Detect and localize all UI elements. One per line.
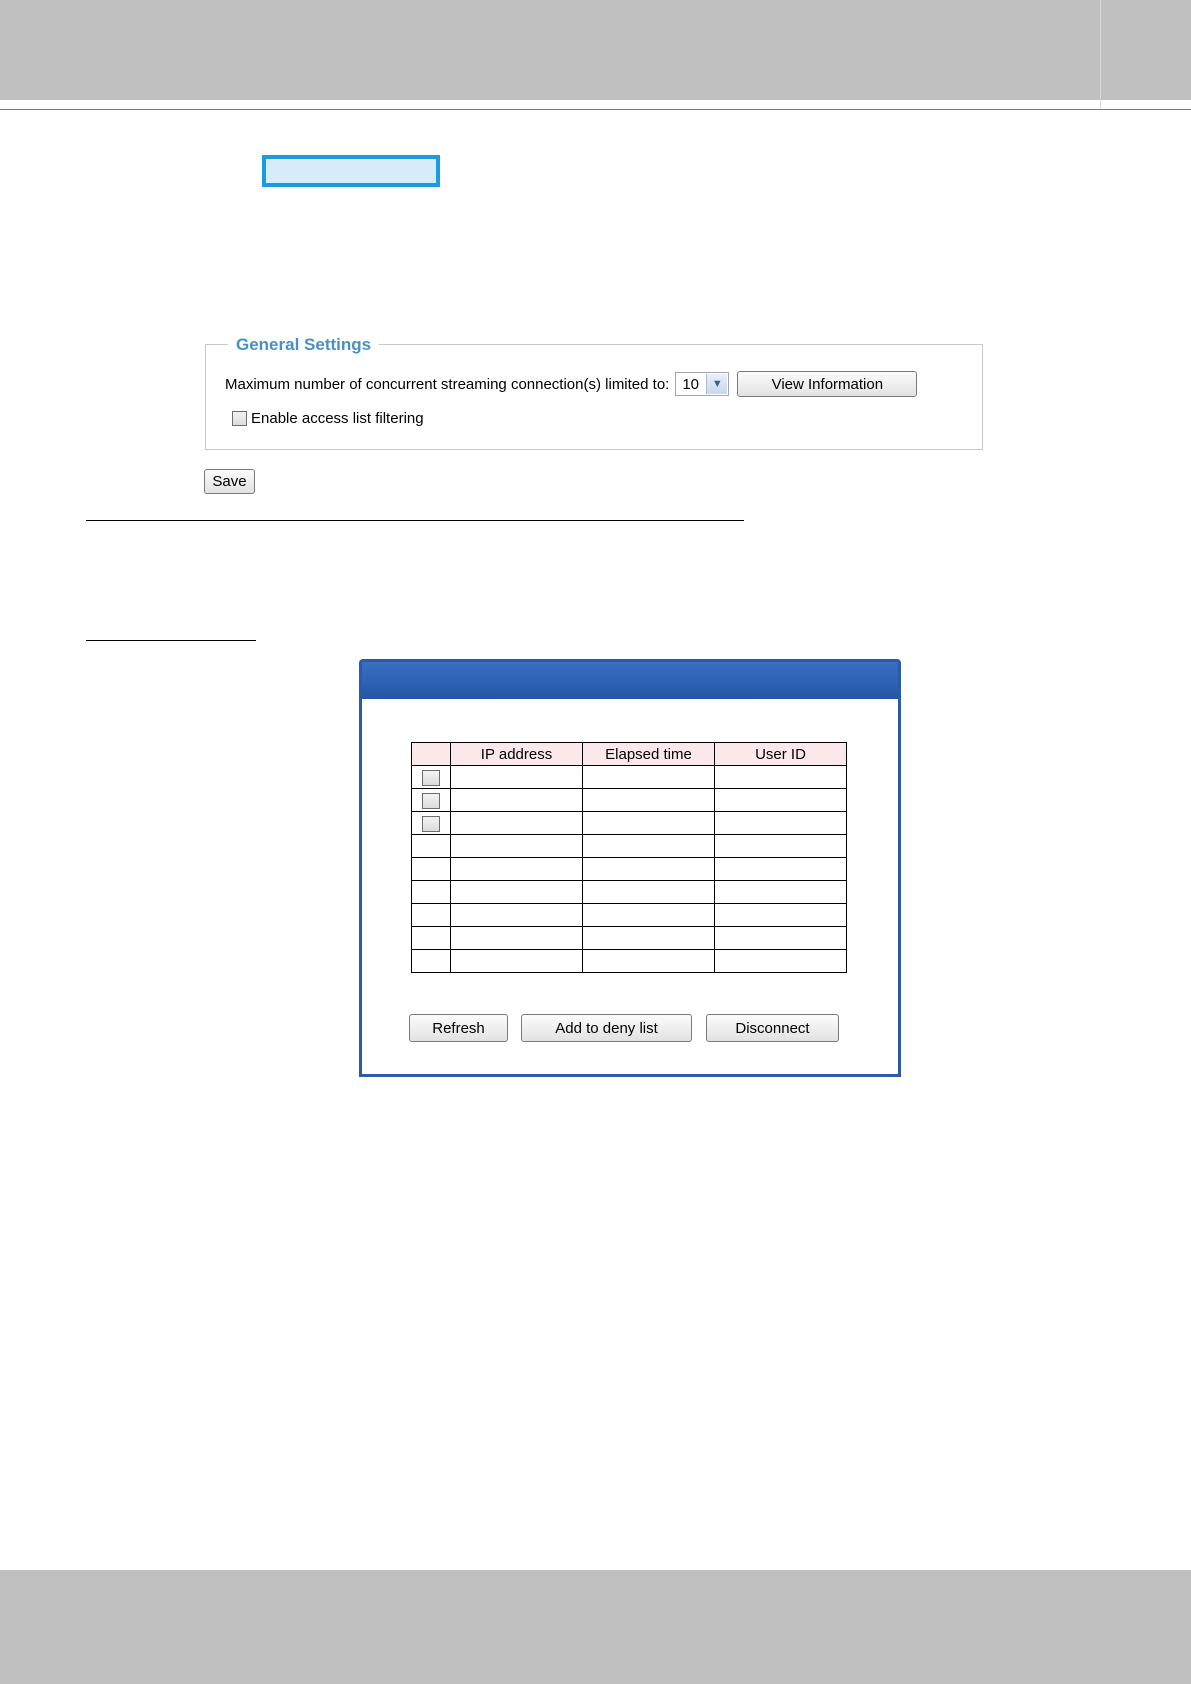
table-row xyxy=(412,904,847,927)
user-id-cell xyxy=(715,950,847,973)
elapsed-time-cell xyxy=(583,904,715,927)
chevron-down-icon[interactable]: ▼ xyxy=(706,374,727,394)
refresh-button[interactable]: Refresh xyxy=(409,1014,508,1042)
row-select-checkbox[interactable] xyxy=(422,793,440,809)
elapsed-time-cell xyxy=(583,766,715,789)
ip-address-cell xyxy=(451,789,583,812)
row-select-cell xyxy=(412,858,451,881)
table-row xyxy=(412,858,847,881)
max-connections-select[interactable] xyxy=(675,372,729,396)
row-select-cell xyxy=(412,881,451,904)
table-row xyxy=(412,812,847,835)
connection-table xyxy=(411,742,847,973)
table-row xyxy=(412,950,847,973)
elapsed-time-cell xyxy=(583,858,715,881)
elapsed-time-cell xyxy=(583,927,715,950)
ip-address-cell xyxy=(451,858,583,881)
table-row xyxy=(412,789,847,812)
row-select-cell xyxy=(412,927,451,950)
row-select-cell xyxy=(412,950,451,973)
user-id-cell xyxy=(715,835,847,858)
table-header-row xyxy=(412,743,847,766)
elapsed-time-cell xyxy=(583,881,715,904)
row-select-checkbox[interactable] xyxy=(422,770,440,786)
table-row xyxy=(412,927,847,950)
general-settings-group xyxy=(205,344,983,450)
column-header-ip-address: IP address xyxy=(451,743,583,766)
row-select-checkbox[interactable] xyxy=(422,816,440,832)
ip-address-cell xyxy=(451,881,583,904)
max-connections-label: Maximum number of concurrent streaming connection(s) limited to: xyxy=(225,375,670,393)
column-header-user-id: User ID xyxy=(715,743,847,766)
view-information-button[interactable]: View Information xyxy=(737,371,917,397)
page-header-band xyxy=(0,0,1191,100)
ip-address-cell xyxy=(451,904,583,927)
max-connections-value: 10 xyxy=(682,375,700,393)
elapsed-time-cell xyxy=(583,950,715,973)
user-id-cell xyxy=(715,904,847,927)
table-row xyxy=(412,881,847,904)
user-id-cell xyxy=(715,812,847,835)
ip-address-cell xyxy=(451,812,583,835)
max-connections-row xyxy=(225,371,917,397)
user-id-cell xyxy=(715,789,847,812)
enable-access-list-label: Enable access list filtering xyxy=(251,410,424,427)
ip-address-cell xyxy=(451,927,583,950)
section-underline xyxy=(86,520,744,521)
subsection-underline xyxy=(86,640,256,641)
elapsed-time-cell xyxy=(583,812,715,835)
add-to-deny-list-button[interactable]: Add to deny list xyxy=(521,1014,692,1042)
header-divider xyxy=(0,109,1191,110)
row-select-cell xyxy=(412,904,451,927)
user-id-cell xyxy=(715,858,847,881)
row-select-cell xyxy=(412,812,451,835)
save-button[interactable]: Save xyxy=(204,469,255,494)
row-select-cell xyxy=(412,789,451,812)
column-header-elapsed-time: Elapsed time xyxy=(583,743,715,766)
user-id-cell xyxy=(715,881,847,904)
row-select-cell xyxy=(412,766,451,789)
user-id-cell xyxy=(715,927,847,950)
page-footer-band xyxy=(0,1570,1191,1684)
ip-address-cell xyxy=(451,766,583,789)
access-list-row xyxy=(232,410,424,427)
elapsed-time-cell xyxy=(583,835,715,858)
row-select-cell xyxy=(412,835,451,858)
connection-list-dialog xyxy=(359,659,901,1077)
header-accent-line xyxy=(1100,0,1101,110)
dialog-button-row xyxy=(409,1014,839,1042)
ip-address-cell xyxy=(451,950,583,973)
enable-access-list-checkbox[interactable] xyxy=(232,411,247,426)
dialog-title-bar[interactable] xyxy=(362,662,898,699)
table-row xyxy=(412,766,847,789)
elapsed-time-cell xyxy=(583,789,715,812)
ip-address-cell xyxy=(451,835,583,858)
column-header-select xyxy=(412,743,451,766)
table-row xyxy=(412,835,847,858)
highlight-box xyxy=(262,155,440,187)
general-settings-legend: General Settings xyxy=(228,335,379,355)
user-id-cell xyxy=(715,766,847,789)
disconnect-button[interactable]: Disconnect xyxy=(706,1014,839,1042)
